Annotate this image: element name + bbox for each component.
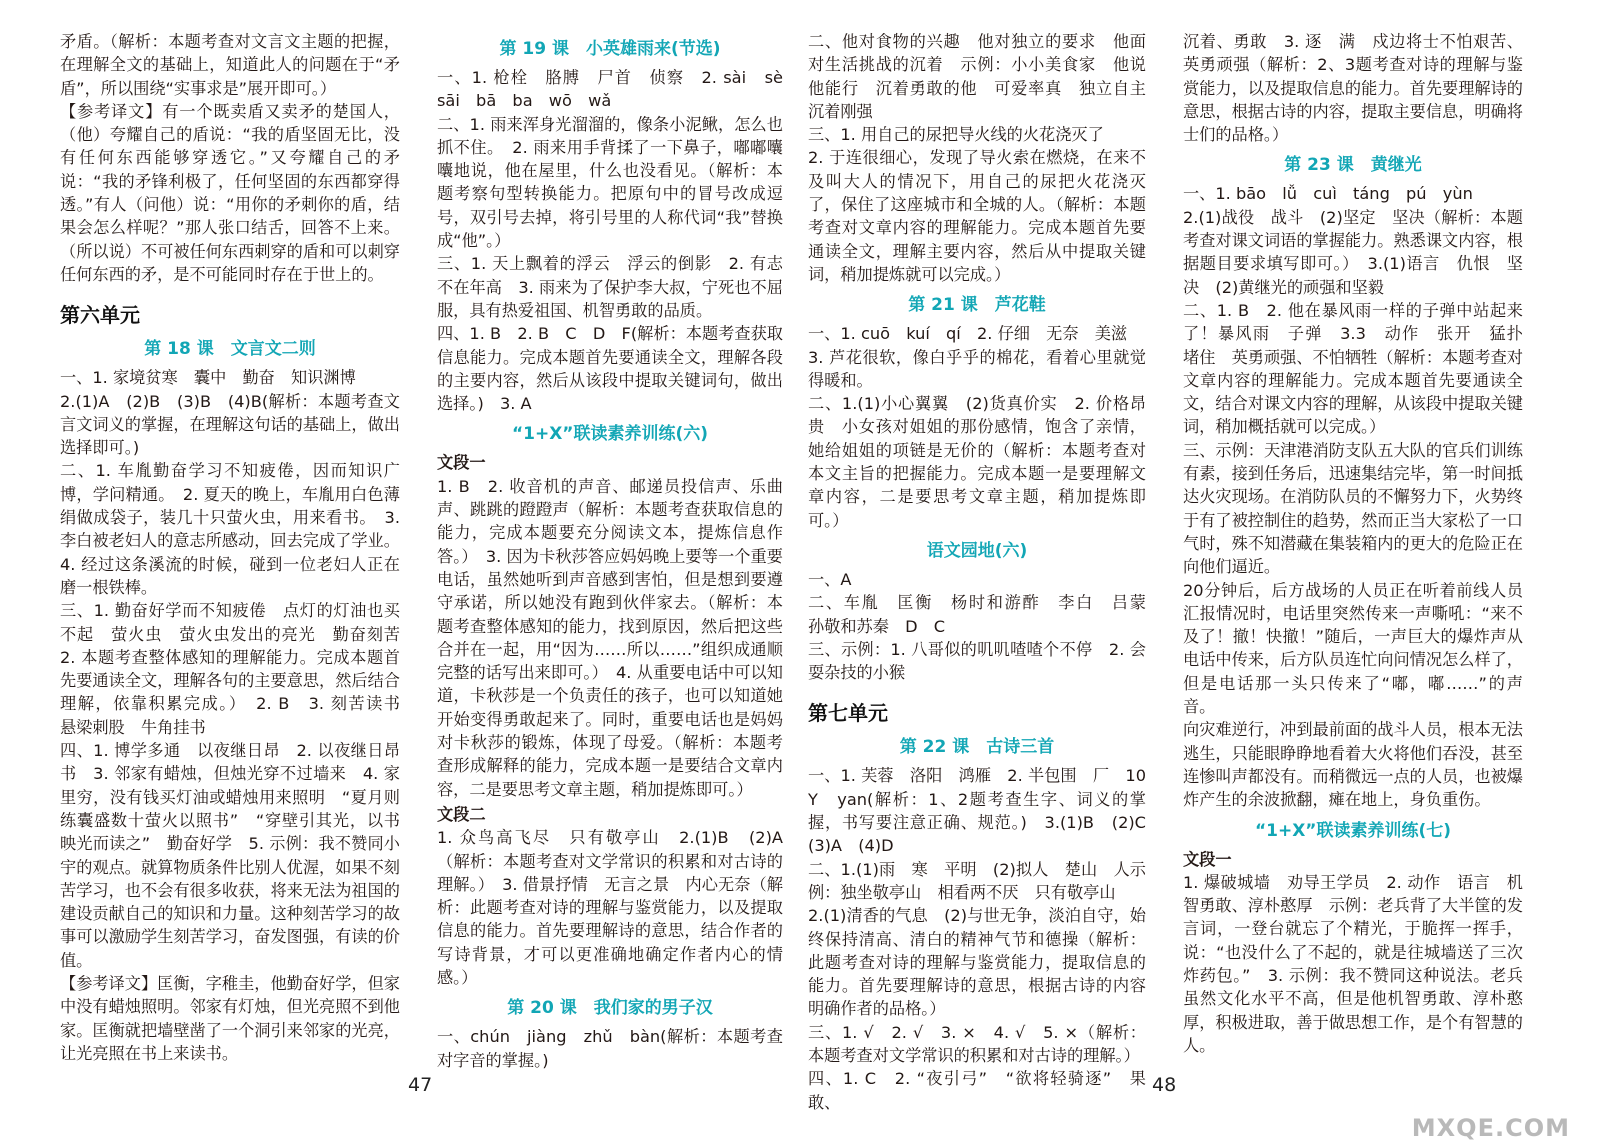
page-number-left: 47 (408, 1074, 433, 1096)
lesson-title: “1+X”联读素养训练(七) (1254, 820, 1452, 841)
answer-paragraph: 二、1. B 2. 他在暴风雨一样的子弹中站起来了！暴风雨 子弹 3.3 动作 张开 猛扑 堵住 英勇顽强、不怕牺牲（解析：本题考查对文章内容的理解能力。完成本题首先要通读全文，结合对课文内容的理解，从该段中提取关键词，稍加概括就可以完成。） (1183, 300, 1540, 437)
column-4 (1183, 30, 1540, 1078)
column-1 (60, 30, 417, 1078)
answer-paragraph: 二、1.(1)小心翼翼 (2)货真价实 2. 价格昂贵 小女孩对姐姐的那份感情，饱含了亲情，她给姐姐的项链是无价的（解析：本题考查对本文主旨的把握能力。完成本题一是要理解文章内容，二是要思考文章主题，稍加提炼即可。） (808, 394, 1146, 530)
column-2 (437, 30, 800, 1078)
answer-paragraph: 1. B 2. 收音机的声音、邮递员投信声、乐曲声、跳跳的蹬蹬声（解析：本题考查获取信息的能力，完成本题要充分阅读文本，提炼信息作答。） 3. 因为卡秋莎答应妈妈晚上要等一个重要电话，虽然她听到声音感到害怕，但是想到要遵守承诺，所以她没有跑到伙伴家去。（解析：本题考查整体感知的能力，找到原因，然后把这些合并在一起，用“因为……所以……”组织成通顺完整的话写出来即可。） 4. 从重要电话中可以知道，卡秋莎是一个负责任的孩子，也可以知道她开始变得勇敢起来了。同时，重要电话也是妈妈对卡秋莎的锻炼，体现了母爱。（解析：本题考查形成解释的能力，完成本题一是要结合文章内容，二是要思考文章主题，稍加提炼即可。） (437, 476, 783, 799)
lesson-title: 第 19 课 小英雄雨来(节选) (499, 39, 721, 59)
passage-label: 文段二 (437, 804, 486, 824)
answer-paragraph: 一、chún jiàng zhǔ bàn(解析：本题考查对字音的掌握。) (437, 1027, 783, 1070)
watermark: MXQE.COM (1411, 1114, 1570, 1142)
column-3 (808, 30, 1163, 1112)
answer-paragraph: 三、1. 天上飘着的浮云 浮云的倒影 2. 有志不在年高 3. 雨来为了保护李大叔，宁死也不屈服，具有热爱祖国、机智勇敢的品质。 (437, 254, 783, 320)
answer-paragraph: 二、1. 雨来浑身光溜溜的，像条小泥鳅，怎么也抓不住。 2. 雨来用手背揉了一下鼻子，嘟嘟囔囔地说，他在屋里，什么也没看见。（解析：本题考察句型转换能力。把原句中的冒号改成逗号，双引号去掉，将引号里的人称代词“我”替换成“他”。） (437, 114, 783, 251)
answer-paragraph: 四、1. C 2. “夜引弓” “欲将轻骑逐” 果敢、 (808, 1069, 1146, 1112)
answer-paragraph: 三、1. √ 2. √ 3. × 4. √ 5. ×（解析：本题考查对文学常识的积累和对古诗的理解。） (808, 1022, 1146, 1065)
unit-heading: 第六单元 (60, 303, 140, 328)
lesson-title: 第 23 课 黄继光 (1284, 155, 1422, 176)
answer-paragraph: 一、1. cuō kuí qí 2. 仔细 无奈 美滋 (808, 324, 1128, 344)
lesson-title: 第 18 课 文言文二则 (144, 339, 316, 360)
answer-paragraph: 2. 于连很细心，发现了导火索在燃烧，在来不及叫大人的情况下，用自己的尿把火花浇灭了，保住了这座城市和全城的人。（解析：本题考查对文章内容的理解能力。完成本题首先要通读全文，理解主要内容，然后从中提取关键词，稍加提炼就可以完成。） (808, 148, 1146, 284)
answer-paragraph: 4. 经过这条溪流的时候，碰到一位老妇人正在磨一根铁棒。 (60, 554, 400, 597)
answer-paragraph: 【参考译文】匡衡，字稚圭，他勤奋好学，但家中没有蜡烛照明。邻家有灯烛，但光亮照不到他家。匡衡就把墙壁凿了一个洞引来邻家的光亮，让光亮照在书上来读书。 (60, 973, 400, 1063)
lesson-title: “1+X”联读素养训练(六) (511, 424, 709, 445)
answer-paragraph: 二、他对食物的兴趣 他对独立的要求 他面对生活挑战的沉着 示例：小小美食家 他说他能行 沉着勇敢的他 可爱率真 独立自主 沉着刚强 (808, 32, 1163, 121)
answer-paragraph: 三、1. 勤奋好学而不知疲倦 点灯的灯油也买不起 萤火虫 萤火虫发出的亮光 勤奋刻苦 2. 本题考查整体感知的理解能力。完成本题首先要通读全文，理解各句的主要意思，然后结合理解，依靠积累完成。） 2. B 3. 刻苦读书 悬梁刺股 牛角挂书 (60, 601, 417, 737)
answer-paragraph: 20分钟后，后方战场的人员正在听着前线人员汇报情况时，电话里突然传来一声嘶吼：“来不及了！撤！快撤！”随后，一声巨大的爆炸声从电话中传来，后方队员连忙向问情况怎么样了，但是电话那一头只传来了“嘟，嘟……”的声音。 (1183, 580, 1523, 717)
answer-paragraph: 一、A (808, 569, 852, 589)
page-number-right: 48 (1152, 1074, 1177, 1096)
answer-paragraph: 沉着、勇敢 3. 逐 满 戍边将士不怕艰苦、英勇顽强（解析：2、3题考查对诗的理解与鉴赏能力，以及提取信息的能力。首先要理解诗的意思，根据古诗的内容，提取主要信息，明确将士们的品格。） (1183, 32, 1523, 145)
passage-label: 文段一 (437, 453, 486, 473)
answer-paragraph: 3. 芦花很软，像白乎乎的棉花，看着心里就觉得暖和。 (808, 347, 1146, 390)
passage-label: 文段一 (1183, 849, 1232, 869)
answer-paragraph: 向灾难逆行，冲到最前面的战斗人员，根本无法逃生，只能眼睁睁地看着大火将他们吞没，甚至连惨叫声都没有。而稍微远一点的人员，也被爆炸产生的余波掀翻，瘫在地上，身负重伤。 (1183, 720, 1523, 810)
lesson-title: 第 22 课 古诗三首 (899, 737, 1055, 758)
answer-paragraph: 三、示例：天津港消防支队五大队的官兵们训练有素，接到任务后，迅速集结完毕，第一时间抵达火灾现场。在消防队员的不懈努力下，火势终于有了被控制住的趋势，然而正当大家松了一口气时，殊不知潜藏在集装箱内的更大的危险正在向他们逼近。 (1183, 440, 1523, 577)
lesson-title: 第 21 课 芦花鞋 (908, 295, 1046, 316)
answer-paragraph: 二、车胤 匡衡 杨时和游酢 李白 吕蒙 孙敬和苏秦 D C (808, 593, 1163, 636)
answer-paragraph: 四、1. 博学多通 以夜继日昂 2. 以夜继日昂书 3. 邻家有蜡烛，但烛光穿不过墙来 4. 家里穷，没有钱买灯油或蜡烛用来照明 “夏月则练囊盛数十萤火以照书” “穿壁引其光，以书映光而读之” 勤奋好学 5. 示例：我不赞同小宇的观点。就算物质条件比别人优渥，如果不刻苦学习，也不会有很多收获，将来无法为祖国的建设贡献自己的知识和力量。这种刻苦学习的故事可以激励学生刻苦学习，奋发图强，有读的价值。 (60, 741, 400, 970)
answer-paragraph: 1. 众鸟高飞尽 只有敬亭山 2.(1)B (2)A（解析：本题考查对文学常识的积累和对古诗的理解。） 3. 借景抒情 无言之景 内心无奈（解析：此题考查对诗的理解与鉴赏能力，以及提取信息的能力。首先要理解诗的意思，结合作者的写诗背景，才可以更准确地确定作者内心的情感。） (437, 828, 783, 987)
answer-paragraph: 二、1.(1)雨 寒 平明 (2)拟人 楚山 人示例：独坐敬亭山 相看两不厌 只有敬亭山 (808, 859, 1146, 902)
answer-paragraph: 2.(1)清香的气息 (2)与世无争，淡泊自守，始终保持清高、清白的精神气节和德操（解析：此题考查对诗的理解与鉴赏能力，提取信息的能力。首先要理解诗的意思，根据古诗的内容明确作者的品格。） (808, 906, 1146, 1019)
lesson-title: 第 20 课 我们家的男子汉 (507, 998, 713, 1019)
answer-paragraph: 2.(1)战役 战斗 (2)坚定 坚决（解析：本题考查对课文词语的掌握能力。熟悉课文内容，根据题目要求填写即可。） 3.(1)语言 仇恨 坚决 (2)黄继光的顽强和坚毅 (1183, 207, 1523, 297)
answer-paragraph: 【参考译文】有一个既卖盾又卖矛的楚国人，（他）夸耀自己的盾说：“我的盾坚固无比，没有任何东西能够穿透它。”又夸耀自己的矛说：“我的矛锋利极了，任何坚固的东西都穿得透。”有人（问他）说：“用你的矛刺你的盾，结果会怎么样呢？”那人张口结舌，回答不上来。（所以说）不可被任何东西刺穿的盾和可以刺穿任何东西的矛，是不可能同时存在于世上的。 (60, 101, 400, 284)
unit-heading: 第七单元 (808, 701, 888, 726)
answer-paragraph: 四、1. B 2. B C D F(解析：本题考查获取信息能力。完成本题首先要通读全文，理解各段的主要内容，然后从该段中提取关键词句，做出选择。) 3. A (437, 324, 783, 414)
answer-paragraph: 三、示例：1. 八哥似的叽叽喳喳个不停 2. 会耍杂技的小猴 (808, 639, 1146, 683)
answer-paragraph: 一、1. 枪栓 胳膊 尸首 侦察 2. sài sè sāi bā ba wō wǎ (437, 68, 800, 111)
answer-paragraph: 一、1. 芙蓉 洛阳 鸿雁 2. 半包围 厂 10 Y yan(解析：1、2题考查生字、词义的掌握，书写要注意正确、规范。) 3.(1)B (2)C (3)A (4)D (808, 766, 1163, 856)
answer-paragraph: 矛盾。（解析：本题考查对文言文主题的把握，在理解全文的基础上，知道此人的问题在于“矛盾”，所以围绕“实事求是”展开即可。） (60, 32, 400, 98)
answer-paragraph: 三、1. 用自己的尿把导火线的火花浇灭了 (808, 125, 1104, 145)
answer-paragraph: 一、1. bāo lǚ cuì táng pú yùn (1183, 184, 1473, 204)
answer-paragraph: 二、1. 车胤勤奋学习不知疲倦，因而知识广博，学问精通。 2. 夏天的晚上，车胤用白色薄绢做成袋子，装几十只萤火虫，用来看书。 3. 李白被老妇人的意志所感动，回去完成了学业。 (60, 461, 400, 551)
answer-paragraph: 1. 爆破城墙 劝导王学员 2. 动作 语言 机智勇敢、淳朴憨厚 示例：老兵背了大半筐的发言词，一登台就忘了个精光，于脆挥一挥手，说：“也没什么了不起的，就是往城墙送了三次炸药包。” 3. 示例：我不赞同这种说法。老兵虽然文化水平不高，但是他机智勇敢、淳朴憨厚，积极进取，善于做思想工作，是个有智慧的人。 (1183, 872, 1523, 1055)
answer-paragraph: 2.(1)A (2)B (3)B (4)B(解析：本题考查文言文词义的掌握，在理解这句话的基础上，做出选择即可。) (60, 391, 400, 458)
answer-paragraph: 一、1. 家境贫寒 囊中 勤奋 知识渊博 (60, 368, 356, 388)
lesson-title: 语文园地(六) (926, 540, 1028, 561)
